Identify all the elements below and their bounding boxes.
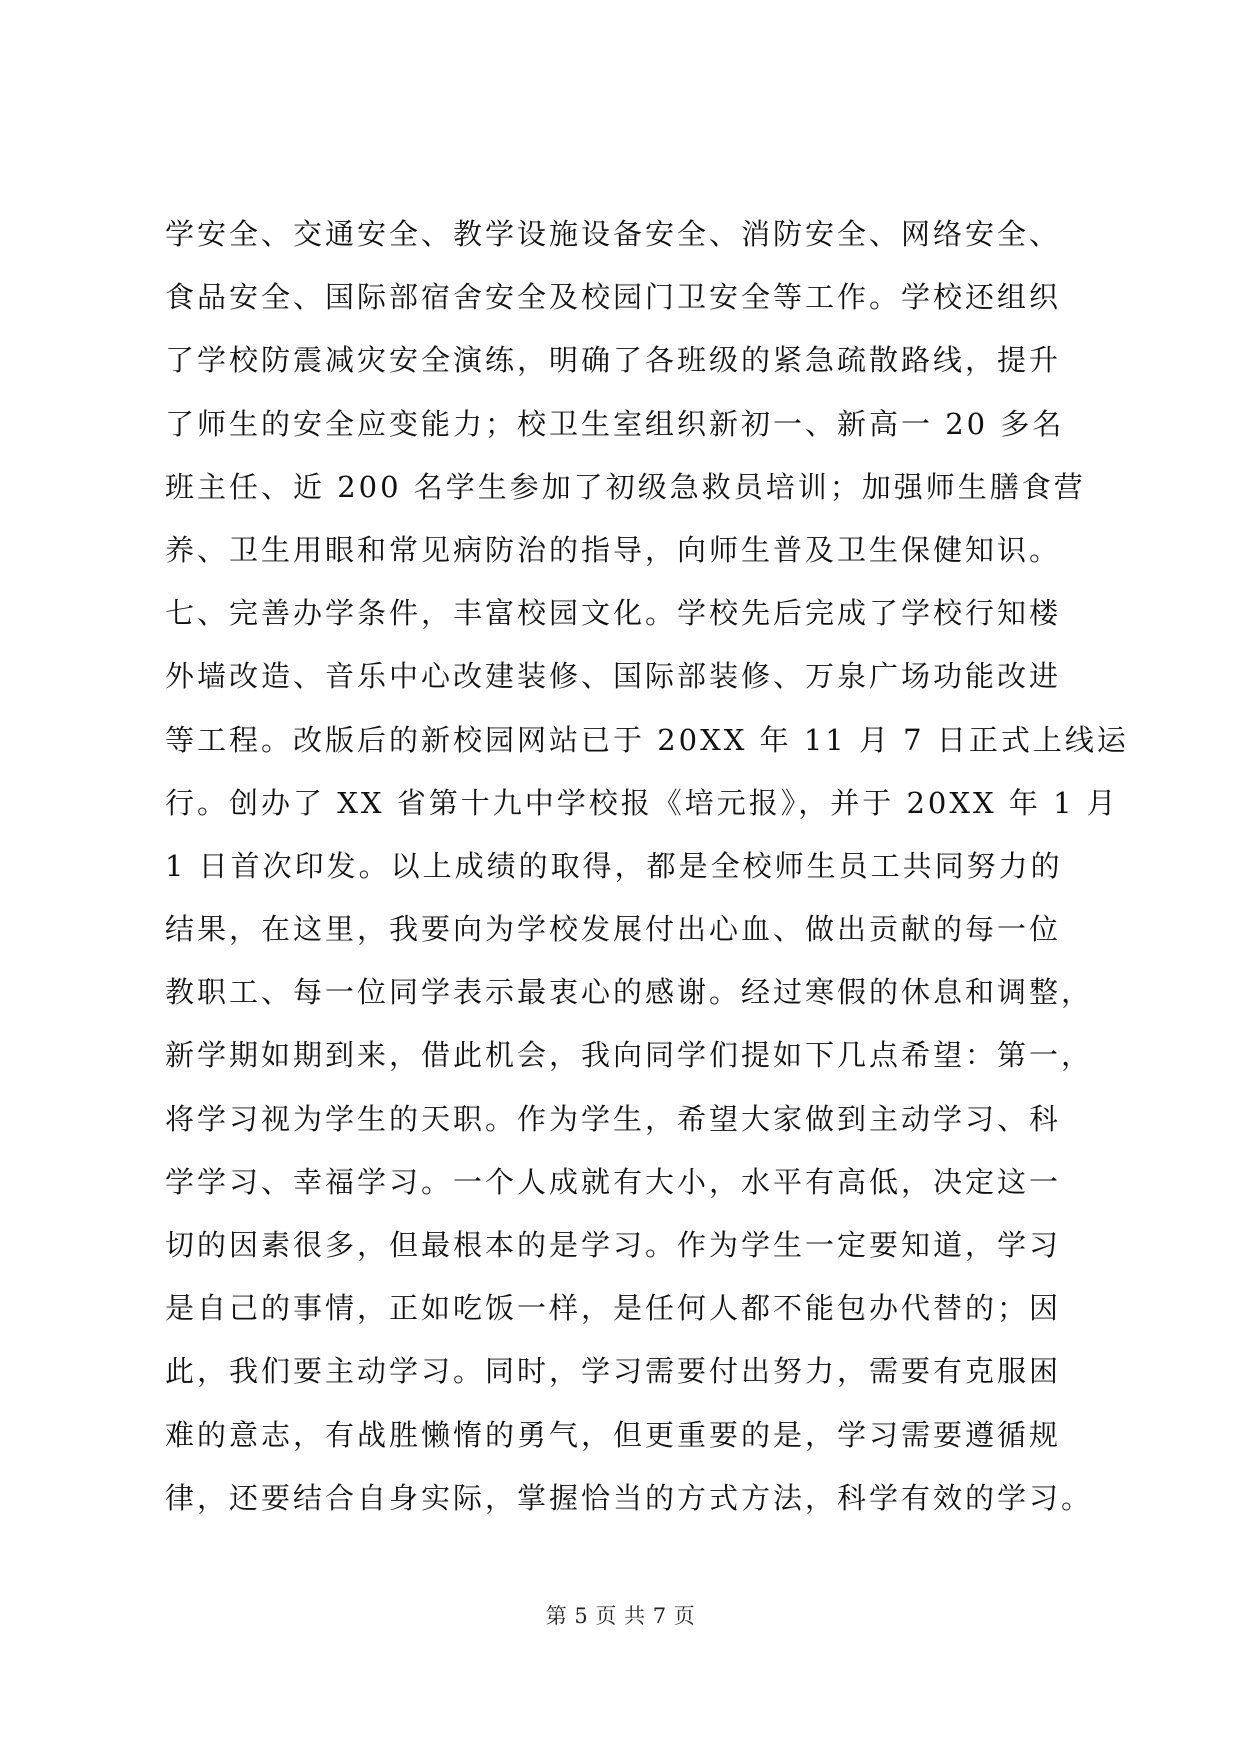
text-line: 养、卫生用眼和常见病防治的指导，向师生普及卫生保健知识。 [165,532,1062,567]
text-line: 将学习视为学生的天职。作为学生，希望大家做到主动学习、科 [165,1101,1062,1136]
text-line: 等工程。改版后的新校园网站已于 20XX 年 11 月 7 日正式上线运 [165,722,1129,757]
text-line: 外墙改造、音乐中心改建装修、国际部装修、万泉广场功能改进 [165,659,1062,694]
text-line: 律，还要结合自身实际，掌握恰当的方式方法，科学有效的学习。 [165,1480,1094,1515]
text-line: 食品安全、国际部宿舍安全及校园门卫安全等工作。学校还组织 [165,280,1062,315]
text-line: 难的意志，有战胜懒惰的勇气，但更重要的是，学习需要遵循规 [165,1417,1062,1452]
text-line: 了学校防震减灾安全演练，明确了各班级的紧急疏散路线，提升 [165,343,1062,378]
text-line: 学安全、交通安全、教学设施设备安全、消防安全、网络安全、 [165,217,1062,251]
text-line: 班主任、近 200 名学生参加了初级急救员培训；加强师生膳食营 [165,469,1086,504]
text-line: 教职工、每一位同学表示最衷心的感谢。经过寒假的休息和调整， [165,975,1094,1010]
text-line: 行。创办了 XX 省第十九中学校报《培元报》，并于 20XX 年 1 月 [165,785,1119,820]
text-line: 学学习、幸福学习。一个人成就有大小，水平有高低，决定这一 [165,1164,1062,1199]
text-line: 1 日首次印发。以上成绩的取得，都是全校师生员工共同努力的 [165,848,1063,883]
text-line: 此，我们要主动学习。同时，学习需要付出努力，需要有克服困 [165,1354,1062,1389]
text-line: 新学期如期到来，借此机会，我向同学们提如下几点希望：第一， [165,1038,1094,1073]
body-text [165,203,1129,1530]
text-line: 是自己的事情，正如吃饭一样，是任何人都不能包办代替的；因 [165,1291,1062,1326]
text-line: 切的因素很多，但最根本的是学习。作为学生一定要知道，学习 [165,1228,1062,1262]
text-line: 了师生的安全应变能力；校卫生室组织新初一、新高一 20 多名 [165,406,1065,441]
page-number-footer: 第 5 页 共 7 页 [545,1604,696,1628]
text-line: 七、完善办学条件，丰富校园文化。学校先后完成了学校行知楼 [165,596,1062,631]
text-line: 结果，在这里，我要向为学校发展付出心血、做出贡献的每一位 [165,912,1062,947]
